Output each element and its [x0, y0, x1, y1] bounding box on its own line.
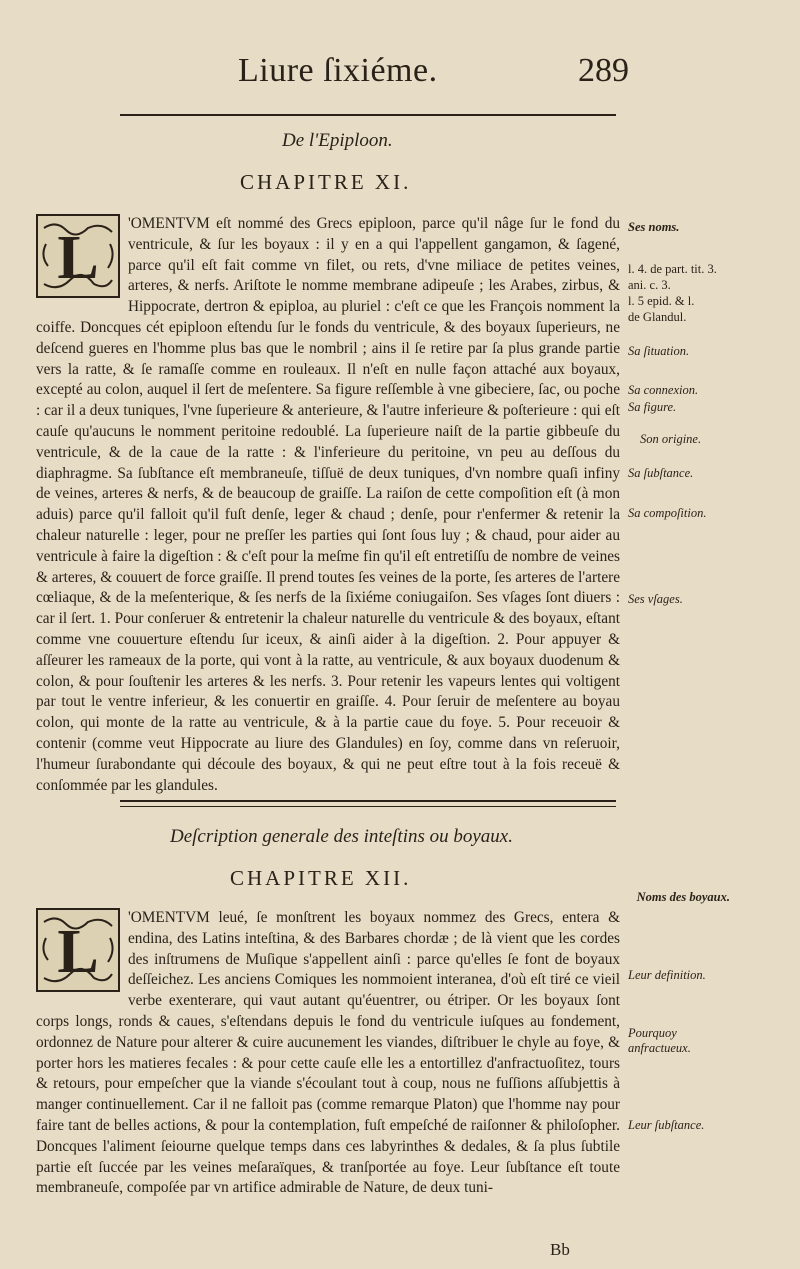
margin-note-substance-boyaux: Leur ſubſtance.: [628, 1118, 705, 1132]
chapter-xi-body: [36, 214, 620, 796]
header-rule: [120, 114, 616, 116]
chapter-xii-paragraph: 'OMENTVM leué, ſe monſtrent les boyaux nommez des Grecs, entera & endina, des Latins inteſtina, & des Barbares chordæ ; de là vient que les cordes des inſtrumens de Muſique s'appellent ainſi : parce qu'elles ſe font de boyaux deſſeichez. Les anciens Comiques les nommoient interanea, d'où eſt tiré ce vieil verbe exenterare, qui vaut autant qu'éuentrer, ou étriper. Or les boyaux ſont corps longs, ronds & caues, s'eſtendans depuis le fond du ventricule iuſques au fondement, ordonnez de Nature pour alterer & cuire aucunement les viandes, diſtribuer le chyle au foye, & porter hors les matieres fecales : & pour cette cauſe elle les a entortillez d'anfractuoſitez, tours & retours, pour empeſcher que la viande s'écoulant tout à coup, nous ne fuſſions aſſubjettis à manger continuellement. Car il ne falloit pas (comme remarque Platon) que l'homme nay pour faire tant de belles actions, & pour la contemplation, fuſt empeſché de raiſonner & philoſopher. Doncques l'aliment ſeiourne quelque temps dans ces labyrinthes & dedales, & ſa plus ſubtile partie eſt ſuccée par les veines meſaraïques, & tranſportée au foye. Leur ſubſtance eſt toute membraneuſe, compoſée par vn artifice admirable de Nature, de deux tuni-: [36, 909, 620, 1197]
margin-note-substance: Sa ſubſtance.: [628, 466, 694, 480]
svg-text:L: L: [57, 224, 99, 292]
chapter-xii-body: [36, 908, 620, 1199]
margin-note-anfractueux: Pourquoy anfractueux.: [628, 1026, 691, 1055]
margin-note-ref-ani: ani. c. 3.: [628, 278, 671, 292]
section-title-epiploon: De l'Epiploon.: [282, 130, 393, 151]
margin-note-situation: Sa ſituation.: [628, 344, 690, 358]
margin-note-ref-epid: l. 5 epid. & l.: [628, 294, 695, 308]
decorated-initial-l-2: [36, 908, 120, 999]
section-divider-rule: [120, 800, 616, 802]
margin-note-ref-glandul: de Glandul.: [628, 310, 687, 324]
margin-note-composition: Sa compoſition.: [628, 506, 707, 520]
running-title: Liure ſixiéme.: [238, 52, 438, 89]
decorated-initial-l: [36, 214, 120, 305]
svg-text:L: L: [57, 918, 99, 986]
section-title-intestins: Deſcription generale des inteſtins ou boyaux.: [170, 826, 513, 847]
chapter-heading-xii: CHAPITRE XII.: [230, 866, 412, 890]
signature-mark: Bb: [550, 1240, 570, 1259]
margin-note-ref-part: l. 4. de part. tit. 3.: [628, 262, 717, 276]
chapter-heading-xi: CHAPITRE XI.: [240, 170, 412, 194]
margin-note-connexion: Sa connexion.: [628, 383, 699, 397]
margin-note-noms-boyaux: Noms des boyaux.: [636, 890, 730, 904]
margin-note-noms: Ses noms.: [628, 220, 680, 234]
section-divider-rule-thin: [120, 806, 616, 807]
margin-note-figure: Sa figure.: [628, 400, 677, 414]
margin-note-definition: Leur definition.: [628, 968, 706, 982]
margin-note-usages: Ses vſages.: [628, 592, 683, 606]
chapter-xi-paragraph: 'OMENTVM eſt nommé des Grecs epiploon, parce qu'il nâge ſur le fond du ventricule, & ſur les boyaux : il y en a qui l'appellent gangamon, & ſagené, parce qu'il eſt fait comme vn filet, ou rets, d'vne miliace de petites veines, arteres, & nerfs. Ariſtote le nomme membrane adipeuſe ; les Arabes, zirbus, & Hippocrate, dertron & epiploa, au pluriel : c'eſt ce que les François nomment la coiffe. Doncques cét epiploon eſtendu ſur le fonds du ventricule, & des boyaux ſuperieurs, ne deſcend gueres en l'homme plus bas que le nombril ; ains il ſe retire par ſa plus grande partie vers la ratte, & ſe ramaſſe comme en rouleaux. Il n'eſt en nulle façon attaché aux boyaux, excepté au colon, auquel il ſert de meſentere. Sa figure reſſemble à vne gibeciere, ſac, ou poche : car il a deux tuniques, l'vne ſuperieure & anterieure, & l'autre inferieure & poſterieure : qui eſt cauſe qu'aucuns le nomment peritoine redoublé. La ſuperieure naiſt de la partie gibbeuſe du ventricule, & de la caue de la ratte : & l'inferieure du peritoine, vn peu au deſſous du diaphragme. Sa ſubſtance eſt membraneuſe, tiſſuë de deux tuniques, d'vn nombre quaſi infiny de veines, arteres & nerfs, & de beaucoup de graiſſe. La raiſon de cette compoſition eſt (à mon aduis) parce qu'il falloit qu'il fuſt denſe, leger & chaud ; denſe, pour r'enfermer & retenir la chaleur naturelle : leger, pour ne preſſer les parties qui ſont ſous luy ; & chaud, pour aider au ventricule à faire la digeſtion : & c'eſt pour la meſme fin qu'il eſt entretiſſu de nombre de veines & arteres, & couuert de force graiſſe. Il prend toutes ſes veines de la porte, ſes arteres de l'artere cœliaque, & de la meſenterique, & ſes nerfs de la ſixiéme coniugaiſon. Ses vſages ſont diuers : car il ſert. 1. Pour conſeruer & entretenir la chaleur naturelle du ventricule & des boyaux, eſtant comme vne couuerture eſtendu ſur iceux, & ainſi aider à la digeſtion. 2. Pour appuyer & aſſeurer les rameaux de la porte, qui vont à la ratte, au ventricule, & aux boyaux duodenum & colon, & pour ſouſtenir les arteres & les nerfs. 3. Pour retenir les vapeurs lentes qui voltigent par tout le ventre inferieur, & les conuertir en graiſſe. 4. Pour ſeruir de meſentere au boyau colon, qui monte de la ratte au ventricule, & à la partie caue du foye. 5. Pour receuoir & contenir (comme veut Hippocrate au liure des Glandules) en ſoy, comme dans vn reſeruoir, l'humeur ſurabondante qui découle des boyaux, & qui ne peut eſtre tout à la fois receuë & conſommée par les glandules.: [36, 215, 620, 794]
page-number: 289: [578, 52, 629, 89]
margin-note-origine: Son origine.: [640, 432, 702, 446]
